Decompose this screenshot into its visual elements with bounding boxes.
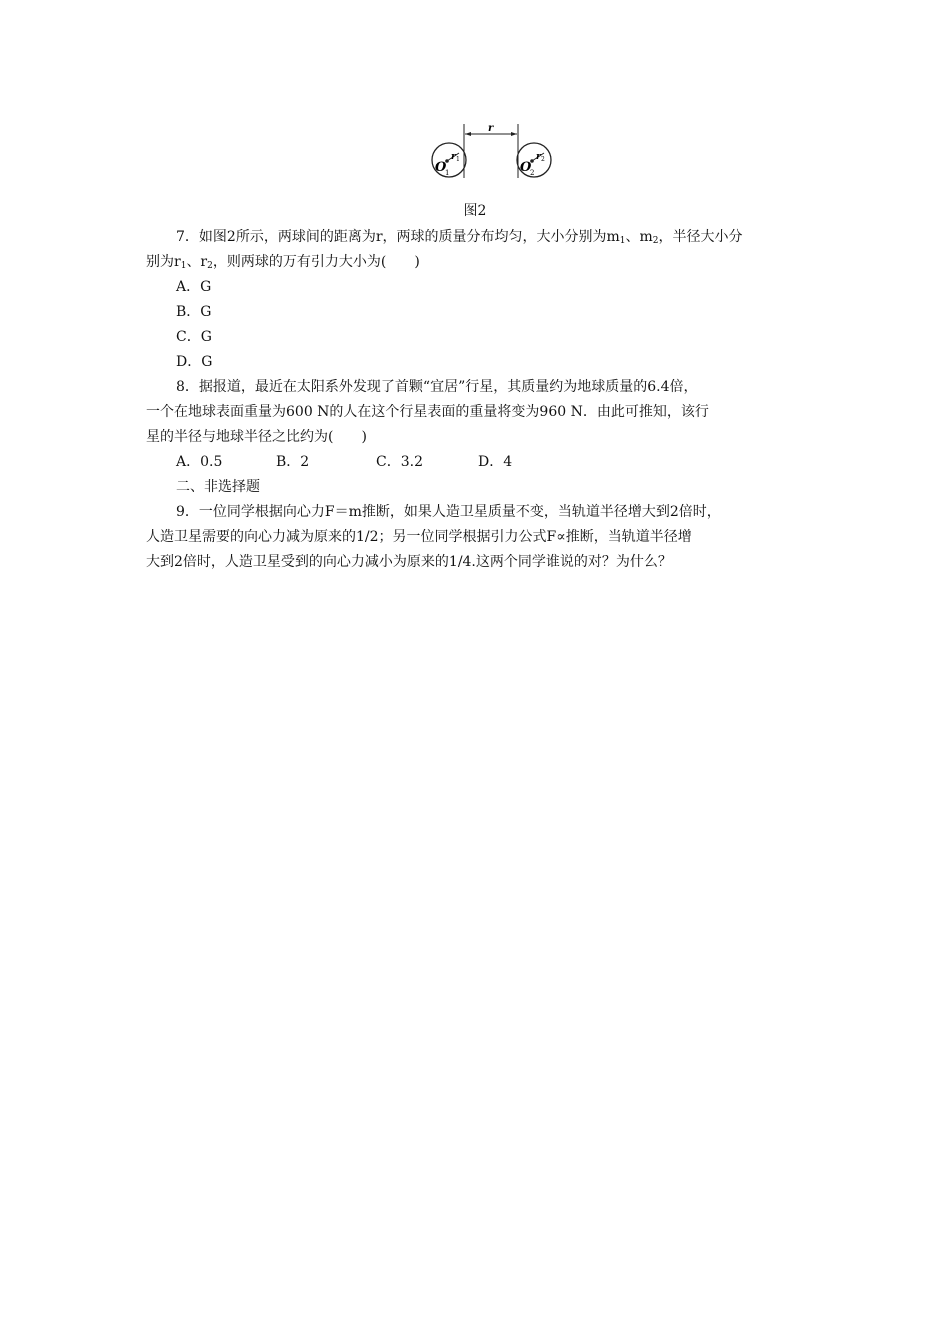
q7-text-e: 、r <box>186 254 208 270</box>
q8-option-a: A．0.5 <box>176 454 223 470</box>
r1-subscript: 1 <box>180 261 187 271</box>
section-heading: 二、非选择题 <box>176 479 260 495</box>
q7-text-b: 、m <box>625 229 653 245</box>
q8-line-3: 星的半径与地球半径之比约为( ) <box>146 429 367 445</box>
label-r1-sub: 1 <box>456 156 460 163</box>
arrowhead-right <box>511 132 517 136</box>
label-o2-sub: 2 <box>530 169 535 177</box>
q9-line-3: 大到2倍时，人造卫星受到的向心力减小为原来的1/4.这两个同学谁说的对？为什么？ <box>146 554 672 570</box>
label-o1: O <box>435 160 447 175</box>
distance-label: r <box>488 123 494 134</box>
m1-subscript: 1 <box>619 236 626 246</box>
r2-subscript: 2 <box>207 261 213 271</box>
q7-text-c: ，半径大小分 <box>658 229 743 245</box>
q7-line-2 <box>146 253 420 271</box>
label-o2: O <box>520 160 532 175</box>
q7-option-a: A．G <box>176 279 212 295</box>
q7-option-b: B．G <box>176 304 212 320</box>
q8-option-b: B．2 <box>276 454 310 470</box>
q8-option-c: C．3.2 <box>376 454 423 470</box>
label-r2-sub: 2 <box>541 156 545 163</box>
q9-line-2: 人造卫星需要的向心力减为原来的1/2；另一位同学根据引力公式F∝推断，当轨道半径增 <box>146 529 692 545</box>
q7-text-f: ，则两球的万有引力大小为( ) <box>212 254 420 270</box>
label-o1-sub: 1 <box>445 169 450 177</box>
arrowhead-left <box>465 132 471 136</box>
q7-text-a: 7．如图2所示，两球间的距离为r，两球的质量分布均匀，大小分别为m <box>176 229 620 245</box>
q7-option-d: D．G <box>176 354 213 370</box>
q8-line-1: 8．据报道，最近在太阳系外发现了首颗“宜居”行星，其质量约为地球质量的6.4倍， <box>176 379 698 395</box>
two-spheres-figure <box>425 120 560 182</box>
q8-option-d: D．4 <box>478 454 513 470</box>
figure-caption: 图2 <box>463 203 487 219</box>
q9-line-1: 9．一位同学根据向心力F＝m推断，如果人造卫星质量不变，当轨道半径增大到2倍时， <box>176 504 721 520</box>
q7-text-d: 别为r <box>146 254 181 270</box>
q7-line-1 <box>176 228 743 246</box>
two-spheres-diagram <box>425 120 560 182</box>
label-r1: r <box>451 152 456 162</box>
q8-line-2: 一个在地球表面重量为600 N的人在这个行星表面的重量将变为960 N．由此可推知，该行 <box>146 404 709 420</box>
label-r2: r <box>536 152 541 162</box>
m2-subscript: 2 <box>652 236 659 246</box>
q7-option-c: C．G <box>176 329 212 345</box>
